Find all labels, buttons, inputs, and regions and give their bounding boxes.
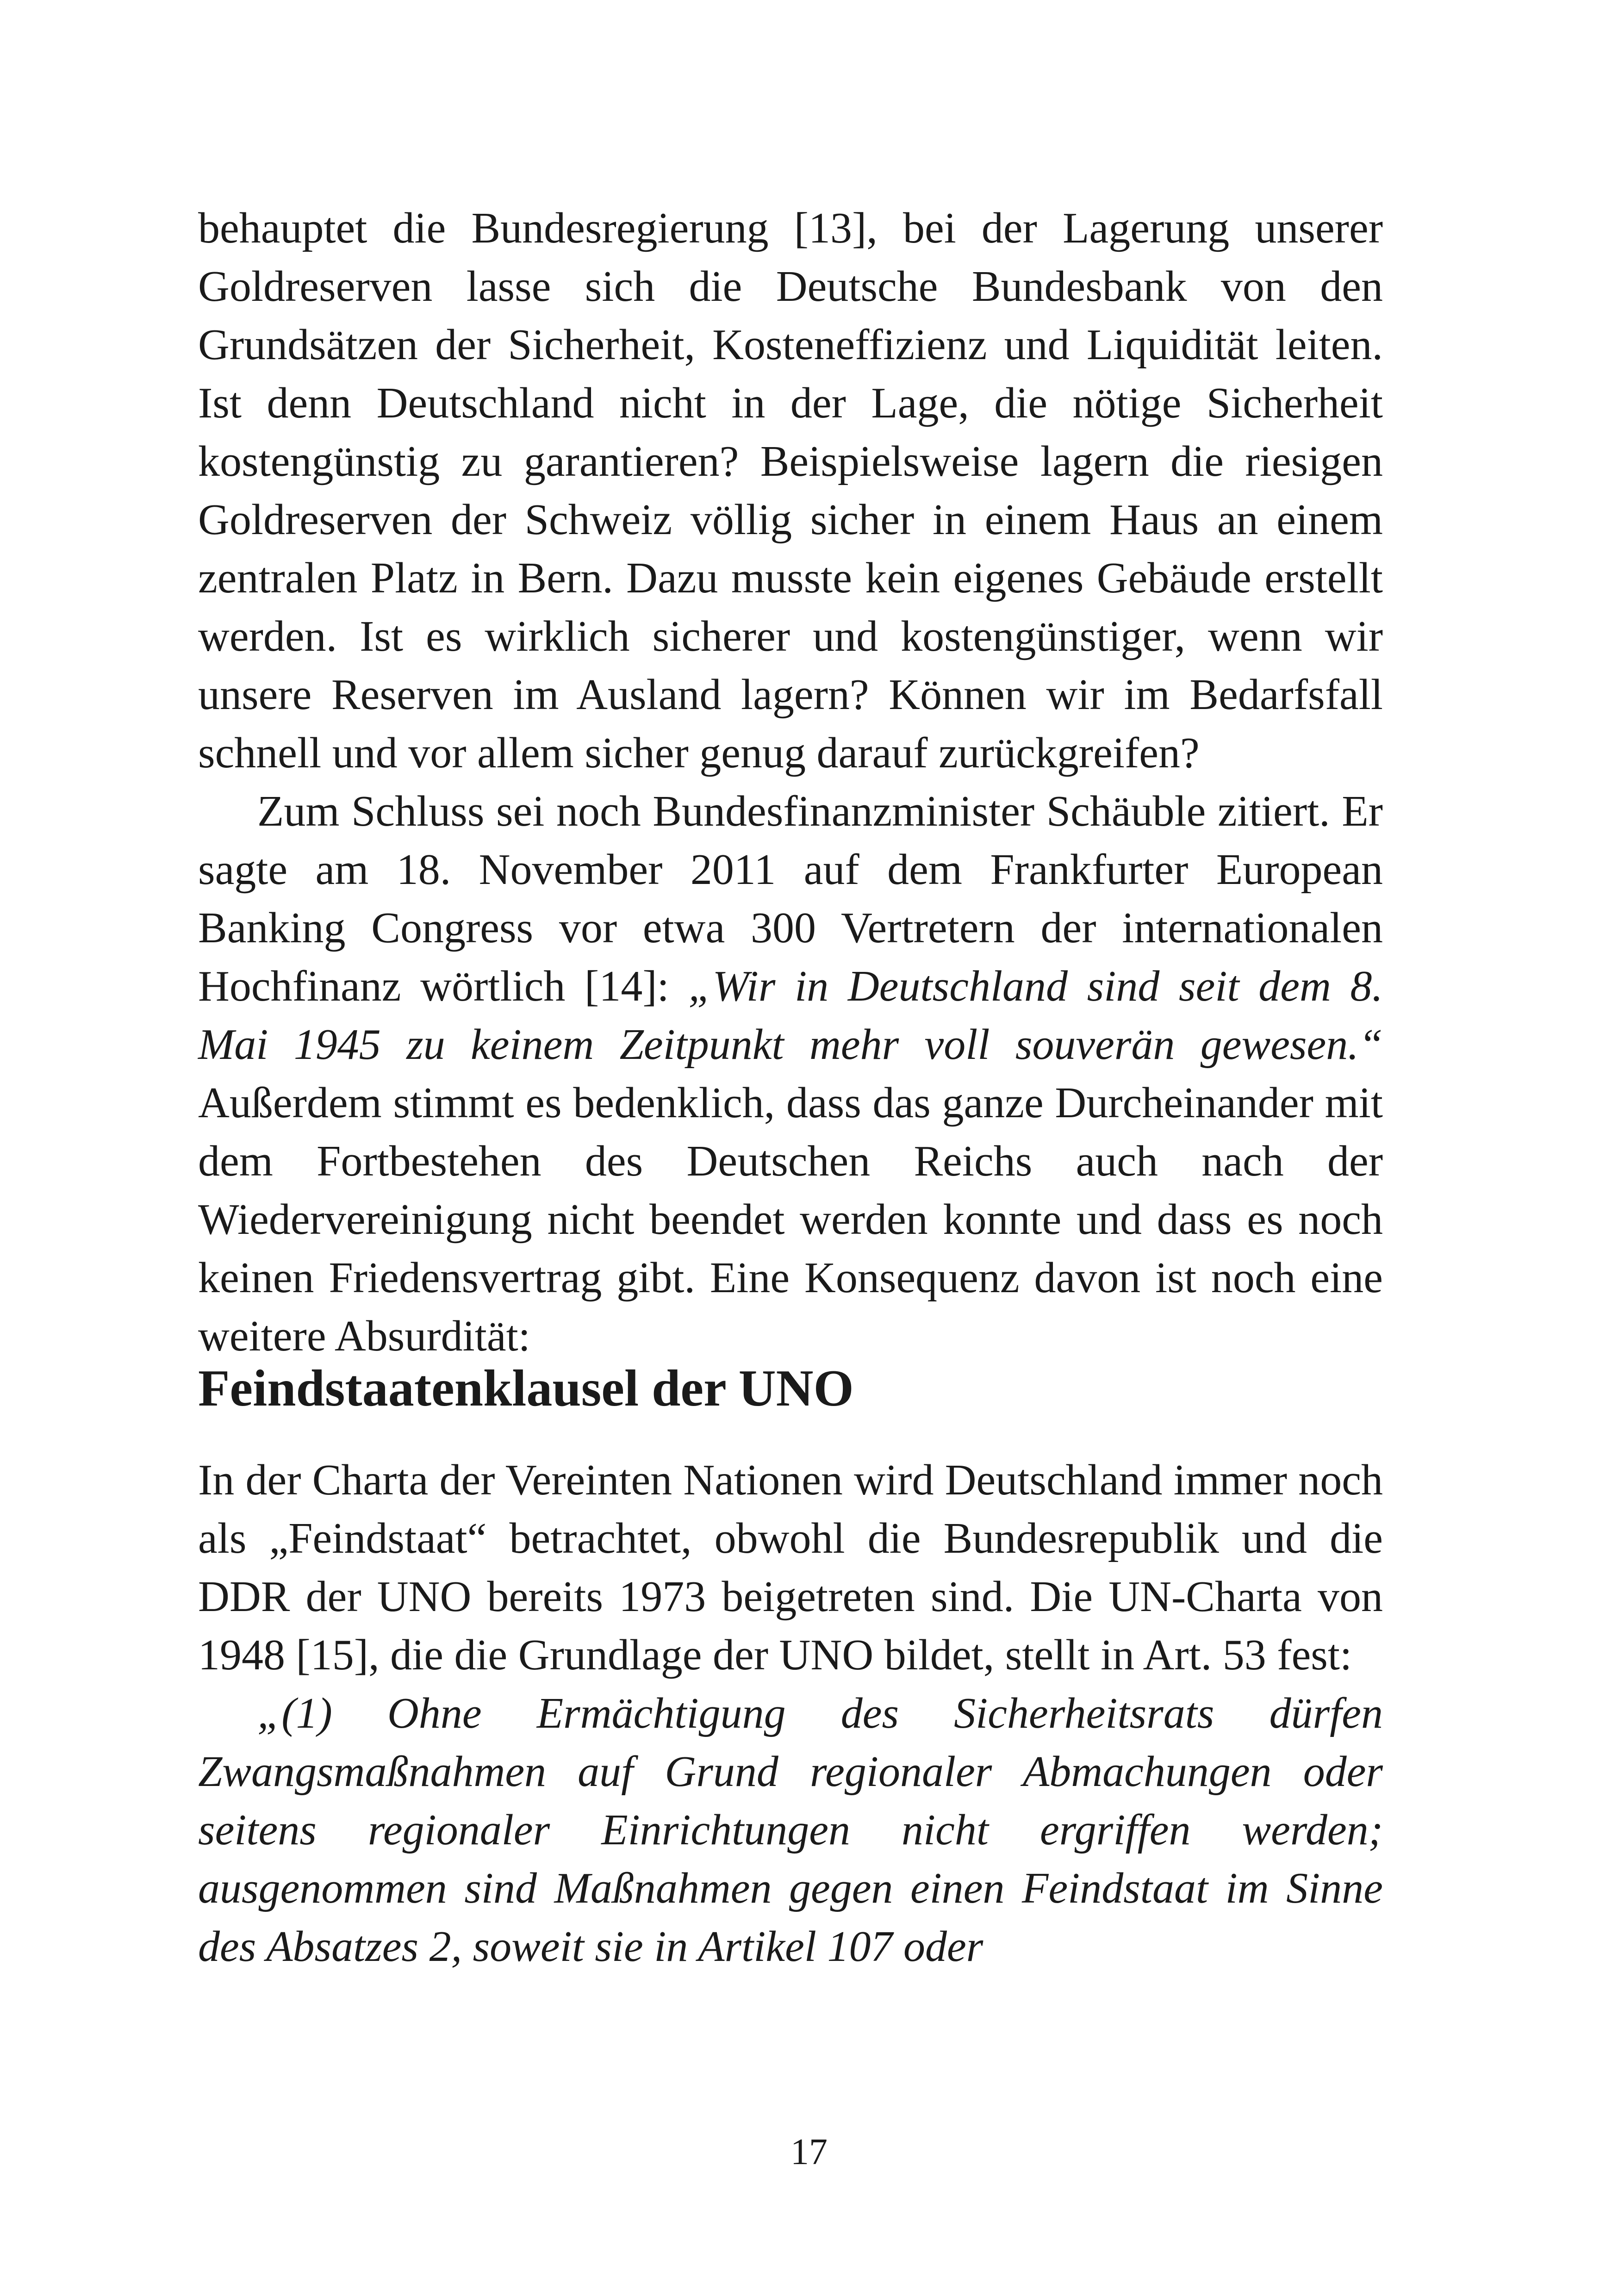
bottom-text-block xyxy=(198,1451,1383,1976)
schaeuble-intro-text: Zum Schluss sei noch Bundesfinanzminister Schäuble zitiert. Er sagte am 18. November 2011 auf dem Frankfurter European Banking Congress vor etwa 300 Vertretern der internationalen Hochfinanz wörtlich [14]: xyxy=(198,787,1383,1010)
section-heading: Feindstaatenklausel der UNO xyxy=(198,1360,854,1417)
charter-article-quote: „(1) Ohne Ermächtigung des Sicherheitsrats dürfen Zwangsmaßnahmen auf Grund regionaler Abmachungen oder seitens regionaler Einrichtungen nicht ergriffen werden; ausgenommen sind Maßnahmen gegen einen Feindstaat im Sinne des Absatzes 2, soweit sie in Artikel 107 oder xyxy=(198,1689,1383,1971)
schaeuble-quote: „Wir in Deutschland sind seit dem 8. Mai 1945 zu keinem Zeitpunkt mehr voll souverän gewesen.“ xyxy=(198,962,1383,1069)
paragraph-un-charta: In der Charta der Vereinten Nationen wird Deutschland immer noch als „Feindstaat“ betrachtet, obwohl die Bundesrepublik und die DDR der UNO bereits 1973 beigetreten sind. Die UN-Charta von 1948 [15], die die Grundlage der UNO bildet, stellt in Art. 53 fest: xyxy=(198,1456,1383,1679)
paragraph-schaeuble xyxy=(198,782,1383,1365)
schaeuble-continuation-text: Außerdem stimmt es bedenklich, dass das ganze Durcheinander mit dem Fortbestehen des Deutschen Reichs auch nach der Wiedervereinigung nicht beendet werden konnte und dass es noch keinen Friedensvertrag gibt. Eine Konsequenz davon ist noch eine weitere Absurdität: xyxy=(198,1079,1383,1360)
top-text-block xyxy=(198,199,1383,1365)
paragraph-goldreserven: behauptet die Bundesregierung [13], bei der Lagerung unserer Goldreserven lasse sich die Deutsche Bundesbank von den Grundsätzen der Sicherheit, Kosteneffizienz und Liquidität leiten. Ist denn Deutschland nicht in der Lage, die nötige Sicherheit kostengünstig zu garantieren? Beispielsweise lagern die riesigen Goldreserven der Schweiz völlig sicher in einem Haus an einem zentralen Platz in Bern. Dazu musste kein eigenes Gebäude erstellt werden. Ist es wirklich sicherer und kostengünstiger, wenn wir unsere Reserven im Ausland lagern? Können wir im Bedarfsfall schnell und vor allem sicher genug darauf zurückgreifen? xyxy=(198,204,1383,777)
page-number: 17 xyxy=(790,2132,828,2172)
